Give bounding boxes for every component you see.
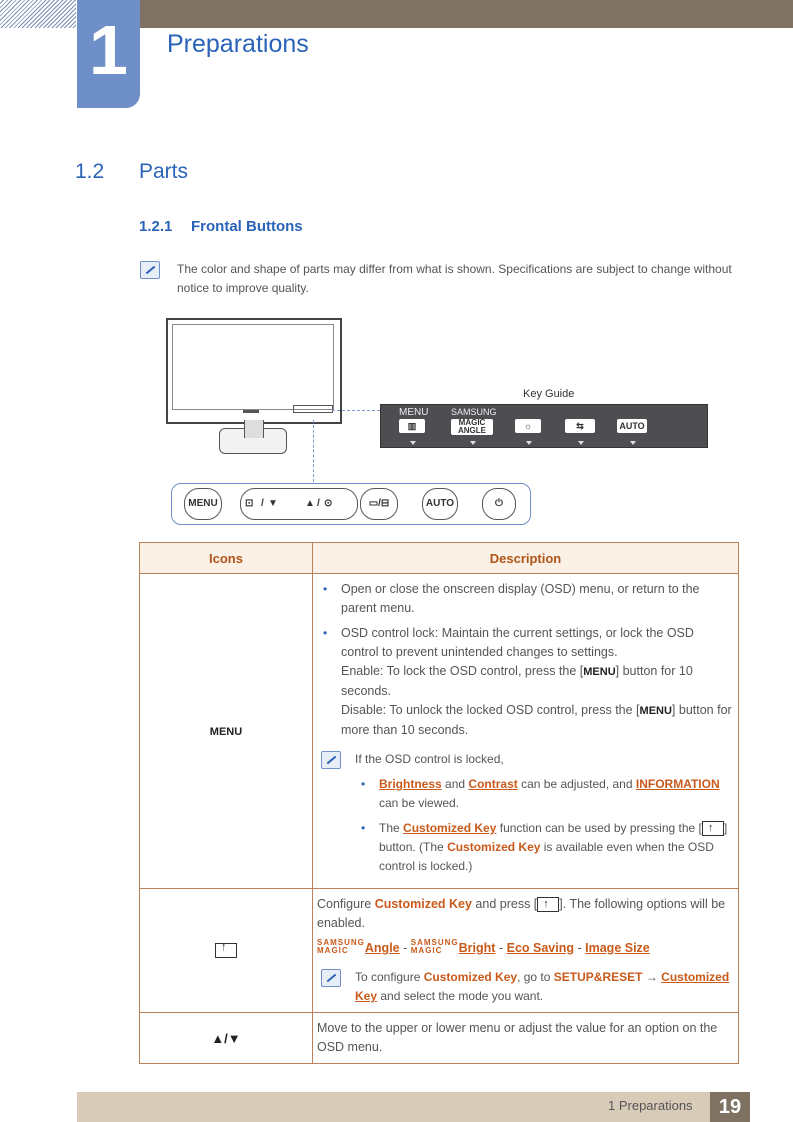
power-icon: ⏻ bbox=[495, 498, 503, 509]
table-row bbox=[140, 1013, 739, 1064]
customized-key-icon bbox=[702, 821, 724, 836]
note-bullet-customized-key: • The Customized Key function can be used by pressing the [↑ ] button. (The Customized Key is available even when the OSD control is locked.) bbox=[379, 819, 732, 876]
bullet-osd-lock: • OSD control lock: Maintain the current settings, or lock the OSD control to prevent unintended changes to settings. Enable: To lock the OSD control, press the [MENU] button for 10 seconds. Disable: To unlock the locked OSD control, press the [MENU] button for more than 10 seconds. bbox=[341, 624, 732, 740]
up-arrow-icon: ▲ bbox=[305, 498, 315, 509]
section-number: 1.2 bbox=[75, 160, 105, 183]
lock-note: If the OSD control is locked, • Brightness and Contrast can be adjusted, and INFORMATION can be viewed. • The Customized Key function can be used by pressing the [↑ ] button. (The Customized Key is available even when the OSD control is locked.) bbox=[317, 750, 732, 876]
auto-button[interactable]: AUTO bbox=[422, 488, 458, 520]
contrast-link[interactable]: Contrast bbox=[468, 777, 518, 791]
header-description: Description bbox=[313, 543, 739, 574]
page-number: 19 bbox=[710, 1092, 750, 1122]
note-icon bbox=[321, 751, 341, 769]
menu-button[interactable]: MENU bbox=[184, 488, 222, 520]
chapter-title: Preparations bbox=[167, 30, 309, 58]
header-bar bbox=[140, 0, 793, 28]
key-guide-label: Key Guide bbox=[523, 388, 575, 400]
front-button-bar bbox=[171, 483, 531, 525]
source-icon: ▭/⊟ bbox=[368, 498, 390, 509]
kg-arrow-icon bbox=[410, 441, 416, 445]
monitor-neck bbox=[244, 420, 264, 438]
kg-brightness-icon: ☼ bbox=[515, 419, 541, 433]
table-row: ↑ Configure Customized Key and press [↑ ]. The following options will be enabled. SAMSUNG MAGIC Angle - SAMSUNG MAGIC Bright - Eco Saving - Image Size To configure Customized Key, go to SETUP&RESET → Customized Key and select the mode you want. bbox=[140, 889, 739, 1013]
subsection-title: Frontal Buttons bbox=[191, 218, 303, 235]
kg-arrow-icon bbox=[526, 441, 532, 445]
kg-angle-text: ANGLE bbox=[458, 426, 486, 435]
kg-auto-label: AUTO bbox=[617, 419, 647, 433]
image-size-link[interactable]: Image Size bbox=[585, 941, 650, 955]
eco-saving-link[interactable]: Eco Saving bbox=[506, 941, 574, 955]
brightness-link[interactable]: Brightness bbox=[379, 777, 442, 791]
header-icons: Icons bbox=[140, 543, 313, 574]
kg-input-icon: ⇆ bbox=[565, 419, 595, 433]
configure-note: To configure Customized Key, go to SETUP&RESET → Customized Key and select the mode you want. bbox=[317, 968, 732, 1006]
monitor-screen bbox=[172, 324, 334, 410]
kg-arrow-icon bbox=[578, 441, 584, 445]
kg-menu-icon: ▥ bbox=[399, 419, 425, 433]
parts-table bbox=[139, 542, 739, 1064]
information-link[interactable]: INFORMATION bbox=[635, 777, 720, 791]
kg-menu-label: MENU bbox=[399, 407, 429, 418]
header-hatch bbox=[0, 0, 76, 28]
kg-magic-angle-icon bbox=[451, 419, 493, 435]
power-button[interactable] bbox=[482, 488, 516, 520]
down-arrow-icon: ▼ bbox=[268, 498, 278, 509]
up-down-icon: ▲/▼ bbox=[211, 1030, 241, 1046]
footer-label: 1 Preparations bbox=[608, 1098, 693, 1113]
callout-line-vertical bbox=[313, 420, 314, 482]
customized-key-icon: ⊡ bbox=[245, 498, 254, 509]
note-bullet-brightness: • Brightness and Contrast can be adjusted, and INFORMATION can be viewed. bbox=[379, 775, 732, 813]
note-icon bbox=[321, 969, 341, 987]
monitor-button-strip bbox=[293, 405, 333, 413]
subsection-number: 1.2.1 bbox=[139, 218, 173, 235]
magic-bright-link[interactable]: Bright bbox=[458, 941, 496, 955]
kg-arrow-icon bbox=[470, 441, 476, 445]
table-row bbox=[140, 574, 739, 889]
note-icon bbox=[140, 261, 160, 279]
customized-key-link[interactable]: Customized Key bbox=[403, 821, 497, 835]
customized-key-icon bbox=[537, 897, 559, 912]
kg-arrow-icon bbox=[630, 441, 636, 445]
note-text: The color and shape of parts may differ from what is shown. Specifications are subject to change without notice to improve quality. bbox=[177, 262, 732, 295]
kg-samsung-label: SAMSUNG bbox=[451, 407, 497, 417]
select-icon: ⊙ bbox=[324, 498, 333, 509]
up-down-description: Move to the upper or lower menu or adjust the value for an option on the OSD menu. bbox=[313, 1013, 739, 1064]
up-down-button-pair[interactable] bbox=[240, 488, 358, 520]
bullet-open-osd: • Open or close the onscreen display (OSD) menu, or return to the parent menu. bbox=[341, 580, 732, 618]
customized-key-link[interactable]: Customized Key bbox=[355, 970, 730, 1003]
kg-magic-text: MAGIC bbox=[458, 418, 486, 427]
key-guide-panel bbox=[380, 404, 708, 448]
magic-angle-link[interactable]: Angle bbox=[364, 941, 400, 955]
menu-icon-label: MENU bbox=[209, 726, 243, 738]
btn-sep: / bbox=[261, 498, 264, 509]
chapter-number: 1 bbox=[89, 11, 128, 89]
section-title: Parts bbox=[139, 160, 189, 183]
btn-sep: / bbox=[317, 498, 320, 509]
customized-key-icon bbox=[215, 943, 237, 958]
source-button[interactable] bbox=[360, 488, 398, 520]
monitor-logo bbox=[243, 410, 259, 413]
customized-key-options: SAMSUNG MAGIC Angle - SAMSUNG MAGIC Bright - Eco Saving - Image Size bbox=[317, 938, 650, 955]
callout-line-horizontal bbox=[332, 410, 380, 411]
